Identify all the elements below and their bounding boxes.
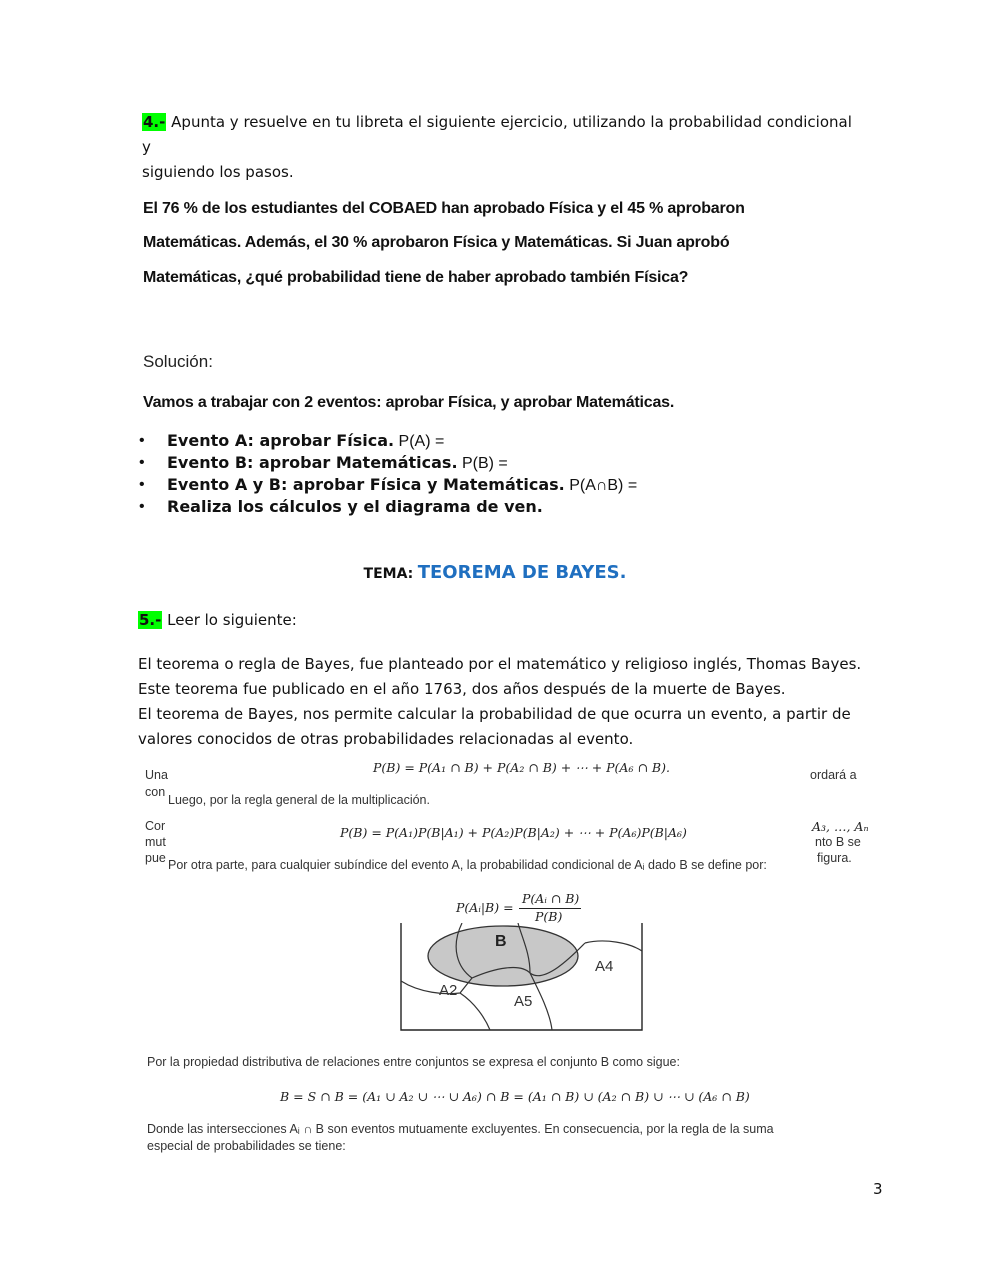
fragment-text: figura. xyxy=(817,851,852,865)
exercise-5-text xyxy=(138,608,297,633)
venn-label-a2: A2 xyxy=(439,982,458,999)
paragraph-line: Este teorema fue publicado en el año 1763, dos años después de la muerte de Bayes. xyxy=(138,680,786,698)
fragment-text: con xyxy=(145,785,166,799)
distributive-text: Por la propiedad distributiva de relaciones entre conjuntos se expresa el conjunto B como sigue: xyxy=(147,1055,680,1069)
formula-mult: P(B) = P(A₁)P(B|A₁) + P(A₂)P(B|A₂) + ⋯ + P(A₆)P(B|A₆) xyxy=(340,825,687,840)
por-otra-text: Por otra parte, para cualquier subíndice del evento A, la probabilidad condicional de Aᵢ dado B se define por: xyxy=(168,858,767,872)
exercise-4-text xyxy=(142,110,862,185)
tema-title: TEOREMA DE BAYES. xyxy=(417,562,627,583)
paragraph-line: El teorema o regla de Bayes, fue planteado por el matemático y religioso inglés, Thomas Bayes. xyxy=(138,655,862,673)
fragment-text: nto B se xyxy=(815,835,861,849)
donde-line-2: especial de probabilidades se tiene: xyxy=(147,1139,346,1153)
bayes-figure xyxy=(145,758,870,1158)
fragment-text: Una xyxy=(145,768,168,782)
fragment-text: A₃, …, Aₙ xyxy=(812,819,869,834)
problem-line-3: Matemáticas, ¿qué probabilidad tiene de haber aprobado también Física? xyxy=(143,269,689,286)
exercise-4-number: 4.- xyxy=(143,113,166,131)
exercise-5-number: 5.- xyxy=(139,611,162,629)
bayes-paragraph xyxy=(138,652,868,752)
list-item: • Evento B: aprobar Matemáticas. P(B) = xyxy=(139,453,508,472)
venn-label-a5: A5 xyxy=(514,993,533,1010)
problem-line-1: El 76 % de los estudiantes del COBAED han aprobado Física y el 45 % aprobaron xyxy=(143,200,745,217)
tema-heading xyxy=(0,562,990,583)
solution-intro: Vamos a trabajar con 2 eventos: aprobar Física, y aprobar Matemáticas. xyxy=(143,394,675,411)
formula-pb: P(B) = P(A₁ ∩ B) + P(A₂ ∩ B) + ⋯ + P(A₆ ∩ B). xyxy=(373,760,670,775)
exercise-4-line1: Apunta y resuelve en tu libreta el siguiente ejercicio, utilizando la probabilidad condicional y xyxy=(142,113,852,156)
fragment-text: Cor xyxy=(145,819,166,833)
list-item: • Realiza los cálculos y el diagrama de ven. xyxy=(139,497,543,516)
exercise-4-line2: siguiendo los pasos. xyxy=(142,163,294,181)
solution-title: Solución: xyxy=(143,352,213,371)
solution-bullets xyxy=(139,430,839,518)
fragment-text: ordará a xyxy=(810,768,857,782)
luego-text: Luego, por la regla general de la multiplicación. xyxy=(168,793,430,807)
fragment-text: pue xyxy=(145,851,166,865)
cond-numerator: P(Aᵢ ∩ B) xyxy=(522,891,580,906)
fragment-text: mut xyxy=(145,835,166,849)
list-item: • Evento A y B: aprobar Física y Matemáticas. P(A∩B) = xyxy=(139,475,638,494)
problem-line-2: Matemáticas. Además, el 30 % aprobaron Física y Matemáticas. Si Juan aprobó xyxy=(143,234,730,251)
donde-line-1: Donde las intersecciones Aᵢ ∩ B son eventos mutuamente excluyentes. En consecuencia, por la regla de la suma xyxy=(147,1122,774,1136)
venn-label-a4: A4 xyxy=(595,958,614,975)
page-number: 3 xyxy=(873,1180,883,1198)
tema-label: TEMA: xyxy=(363,566,414,582)
venn-label-b: B xyxy=(495,933,507,950)
formula-b: B = S ∩ B = (A₁ ∪ A₂ ∪ ⋯ ∪ A₆) ∩ B = (A₁ ∩ B) ∪ (A₂ ∩ B) ∪ ⋯ ∪ (A₆ ∩ B) xyxy=(280,1089,750,1104)
paragraph-line: El teorema de Bayes, nos permite calcular la probabilidad de que ocurra un evento, a partir de xyxy=(138,705,851,723)
exercise-5-label: Leer lo siguiente: xyxy=(167,611,297,629)
list-item: • Evento A: aprobar Física. P(A) = xyxy=(139,431,445,450)
cond-denominator: P(B) xyxy=(535,909,563,924)
cond-lhs: P(Aᵢ|B) = xyxy=(456,900,514,915)
venn-diagram xyxy=(400,923,644,1031)
paragraph-line: valores conocidos de otras probabilidades relacionadas al evento. xyxy=(138,730,634,748)
